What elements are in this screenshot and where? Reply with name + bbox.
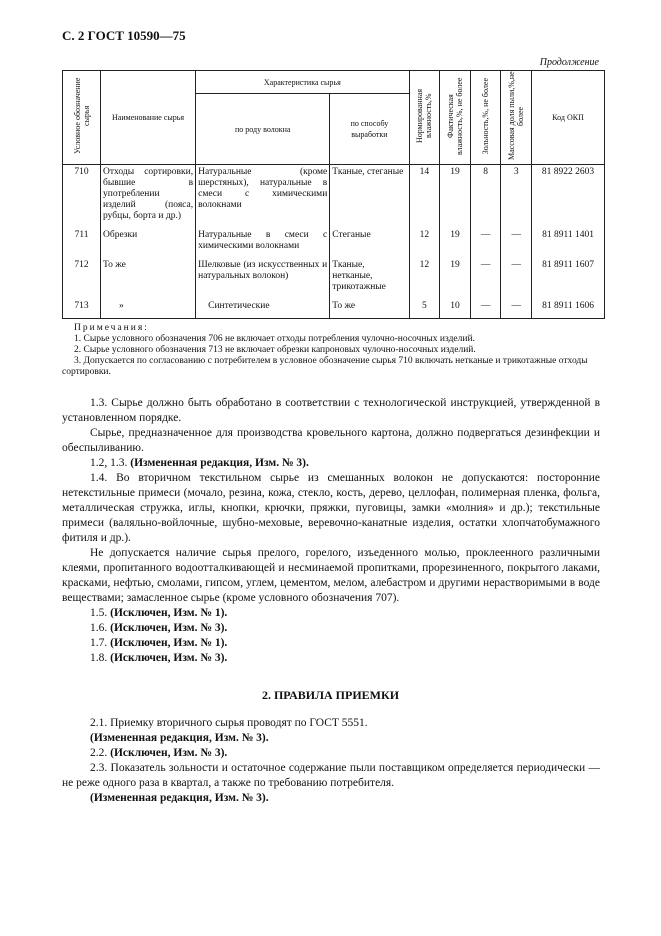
th-ash: Зольность,%, не более	[470, 71, 501, 165]
cell-method: То же	[330, 299, 409, 319]
cell-fact: 10	[440, 299, 471, 319]
th-characteristics: Характеристика сырья	[196, 71, 409, 94]
note-item: 3. Допускается по согласованию с потребителем в условное обозначение сырья 710 включать нетканые и трикотажные отходы сортировки.	[62, 356, 588, 377]
amendment-line: 2.2. (Исключен, Изм. № 3).	[90, 747, 228, 759]
cell-name: Отходы сортировки, бывшие в употреблении изделий (пояса, рубцы, борта и др.)	[101, 165, 196, 229]
cell-okp: 81 8911 1606	[532, 299, 605, 319]
amendment-line: 1.5. (Исключен, Изм. № 1).	[90, 607, 228, 619]
cell-name: »	[101, 299, 196, 319]
paragraph: Сырье, предназначенное для производства кровельного картона, должно подвергаться дезинфекции и обеспыливанию.	[62, 427, 600, 454]
amendment-line: (Измененная редакция, Изм. № 3).	[90, 732, 269, 744]
amendment-line: 1.2, 1.3. (Измененная редакция, Изм. № 3).	[90, 457, 309, 469]
cell-name: Обрезки	[101, 228, 196, 258]
table-row	[63, 258, 605, 299]
cell-fiber: Натуральные (кроме шерстяных), натуральные в смеси с химическими волокнами	[196, 165, 330, 229]
table-row	[63, 299, 605, 319]
paragraph: 1.3. Сырье должно быть обработано в соответствии с технологической инструкцией, утвержденной в установленном порядке.	[62, 397, 600, 424]
notes-block	[62, 323, 605, 378]
cell-code: 710	[63, 165, 101, 229]
cell-ash: —	[470, 258, 501, 299]
cell-fact: 19	[440, 228, 471, 258]
cell-okp: 81 8911 1607	[532, 258, 605, 299]
cell-fact: 19	[440, 165, 471, 229]
cell-dust: —	[501, 299, 532, 319]
cell-fiber: Синтетические	[196, 299, 330, 319]
cell-code: 713	[63, 299, 101, 319]
cell-ash: 8	[470, 165, 501, 229]
th-dust: Массовая доля пыли,%,не более	[501, 71, 532, 165]
cell-fact: 19	[440, 258, 471, 299]
page-header: С. 2 ГОСТ 10590—75	[62, 28, 186, 43]
section-2-text	[62, 716, 600, 806]
cell-dust: —	[501, 228, 532, 258]
paragraph: 1.4. Во вторичном текстильном сырье из смешанных волокон не допускаются: посторонние нетекстильные примеси (мочало, резина, кожа, стекло, кость, дерево, целлофан, полимерная пленка, фольга, металлическая стружка, иглы, кнопки, крючки, пряжки, пуговицы, замки «молния» и др.); текстильные примеси (валяльно-войлочные, шубно-меховые, веревочно-канатные изделия, остатки хлопчатобумажного фитиля и др.).	[62, 472, 600, 544]
cell-ash: —	[470, 228, 501, 258]
paragraph: Не допускается наличие сырья прелого, горелого, изъеденного молью, проклеенного различными клеями, пропитанного водоотталкивающей и несминаемой пропитками, прорезиненного, покрытого лаками, красками, нефтью, смолами, гипсом, углем, цементом, мелом, алебастром и другими нерастворимыми в воде веществами; замасленное сырье (кроме условного обозначения 707).	[62, 547, 600, 604]
th-norm-humidity: Нормированная влажность,%	[409, 71, 440, 165]
note-item: 2. Сырье условного обозначения 713 не включает обрезки капроновых чулочно-носочных изделий.	[74, 345, 476, 355]
cell-norm: 12	[409, 228, 440, 258]
cell-code: 711	[63, 228, 101, 258]
cell-norm: 5	[409, 299, 440, 319]
raw-material-table	[62, 70, 605, 319]
section-title: 2. ПРАВИЛА ПРИЕМКИ	[261, 688, 400, 702]
table-row	[63, 165, 605, 229]
paragraph: 2.1. Приемку вторичного сырья проводят по ГОСТ 5551.	[90, 717, 368, 729]
cell-method: Тканые, нетканые, трикотажные	[330, 258, 409, 299]
cell-okp: 81 8922 2603	[532, 165, 605, 229]
cell-method: Стеганые	[330, 228, 409, 258]
amendment-line: (Измененная редакция, Изм. № 3).	[90, 792, 269, 804]
amendment-line: 1.6. (Исключен, Изм. № 3).	[90, 622, 228, 634]
cell-dust: —	[501, 258, 532, 299]
continuation-label: Продолжение	[539, 57, 599, 68]
cell-norm: 14	[409, 165, 440, 229]
th-fact-humidity: Фактическая влажность,%, не более	[440, 71, 471, 165]
th-code: Условное обозначение сырья	[63, 71, 101, 165]
note-item: 1. Сырье условного обозначения 706 не включает отходы потребления чулочно-носочных изделий.	[74, 334, 475, 344]
cell-dust: 3	[501, 165, 532, 229]
cell-norm: 12	[409, 258, 440, 299]
th-fiber: по роду волокна	[196, 94, 330, 165]
cell-code: 712	[63, 258, 101, 299]
cell-ash: —	[470, 299, 501, 319]
table-row	[63, 228, 605, 258]
section-1-text	[62, 396, 600, 666]
th-okp: Код ОКП	[532, 71, 605, 165]
amendment-line: 1.8. (Исключен, Изм. № 3).	[90, 652, 228, 664]
notes-title: Примечания:	[74, 323, 149, 333]
th-name: Наименование сырья	[101, 71, 196, 165]
cell-fiber: Шелковые (из искусственных и натуральных волокон)	[196, 258, 330, 299]
cell-name: То же	[101, 258, 196, 299]
cell-okp: 81 8911 1401	[532, 228, 605, 258]
cell-fiber: Натуральные в смеси с химическими волокнами	[196, 228, 330, 258]
amendment-line: 1.7. (Исключен, Изм. № 1).	[90, 637, 228, 649]
cell-method: Тканые, стеганые	[330, 165, 409, 229]
paragraph: 2.3. Показатель зольности и остаточное содержание пыли поставщиком определяется периодически — не реже одного раза в квартал, а также по требованию потребителя.	[62, 762, 600, 789]
th-method: по способу выработки	[330, 94, 409, 165]
